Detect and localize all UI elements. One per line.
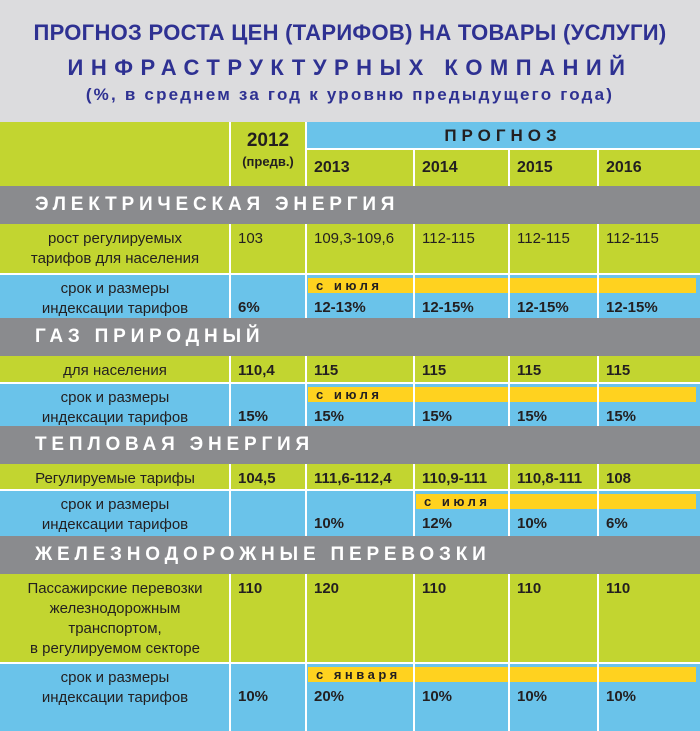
row-divider [0,273,700,275]
column-divider [508,356,510,426]
row-label-line: в регулируемом секторе [30,640,200,657]
indexation-date-bar: с июля [308,278,696,293]
row-divider [0,382,700,384]
row-label-line: срок и размеры [60,669,170,686]
column-divider [413,224,415,318]
column-divider [413,149,415,186]
value-cell: 15% [509,383,598,426]
header-year-2016: 2016 [598,149,700,186]
row-label-line: Пассажирские перевозки [27,580,203,597]
value-cell: 110,4 [230,356,306,383]
column-divider [305,574,307,731]
column-divider [597,464,599,536]
value-cell: 15% [598,383,700,426]
column-divider [597,356,599,426]
row-label [0,574,230,663]
value-cell: 12-15% [509,274,598,318]
value-cell [230,490,306,536]
row-label [0,224,230,274]
value-cell: 111,6-112,4 [306,464,414,490]
section-header: ТЕПЛОВАЯ ЭНЕРГИЯ [0,426,700,464]
row-label-line: индексации тарифов [41,300,189,317]
header-year-2015: 2015 [509,149,598,186]
value-cell: 10% [509,490,598,536]
column-divider [305,122,307,186]
column-divider [413,356,415,426]
row-label [0,356,230,383]
value-cell: 115 [509,356,598,383]
value-cell: 10% [230,663,306,731]
row-label-line: Регулируемые тарифы [35,470,195,487]
column-divider [597,224,599,318]
value-cell: 15% [306,383,414,426]
indexation-date-bar: с июля [416,494,696,509]
value-cell: 10% [598,663,700,731]
value-cell: 6% [230,274,306,318]
row-divider [0,489,700,491]
row-label-line: для населения [63,362,167,379]
year-2012-note: (предв.) [242,154,294,169]
row-label-line: транспортом, [68,620,162,637]
value-cell: 110 [230,574,306,663]
column-divider [305,464,307,536]
column-divider [413,464,415,536]
value-cell: 10% [306,490,414,536]
value-cell: 12-13% [306,274,414,318]
header-forecast: ПРОГНОЗ [306,122,700,149]
header-year-2014: 2014 [414,149,509,186]
column-divider [229,356,231,426]
title-line-3: (%, в среднем за год к уровню предыдущего года) [85,85,615,104]
column-divider [508,149,510,186]
row-divider [306,148,700,150]
column-divider [508,224,510,318]
value-cell: 15% [414,383,509,426]
header-label-cell [0,122,230,186]
column-divider [413,574,415,731]
value-cell: 12-15% [598,274,700,318]
indexation-date-bar: с января [308,667,696,682]
column-divider [597,574,599,731]
column-divider [229,464,231,536]
value-cell: 12% [414,490,509,536]
value-cell: 108 [598,464,700,490]
row-label-line: индексации тарифов [41,409,189,426]
column-divider [229,224,231,318]
header-year-2012 [230,122,306,186]
value-cell: 20% [306,663,414,731]
row-label-line: срок и размеры [60,496,170,513]
value-cell: 110,8-111 [509,464,598,490]
title-line-1: ПРОГНОЗ РОСТА ЦЕН (ТАРИФОВ) НА ТОВАРЫ (УСЛУГИ) [33,20,667,45]
column-divider [305,224,307,318]
row-label-line: индексации тарифов [41,516,189,533]
value-cell: 10% [509,663,598,731]
value-cell: 112-115 [414,224,509,274]
value-cell: 104,5 [230,464,306,490]
value-cell: 112-115 [509,224,598,274]
value-cell: 6% [598,490,700,536]
row-label-line: железнодорожным [49,600,181,617]
value-cell: 103 [230,224,306,274]
section-header: ЭЛЕКТРИЧЕСКАЯ ЭНЕРГИЯ [0,186,700,224]
header-year-2013: 2013 [306,149,414,186]
row-label [0,490,230,536]
year-2012: 2012 [246,130,290,151]
value-cell: 115 [414,356,509,383]
column-divider [305,356,307,426]
value-cell: 110 [509,574,598,663]
row-label [0,464,230,490]
value-cell: 112-115 [598,224,700,274]
title-line-2: ИНФРАСТРУКТУРНЫХ КОМПАНИЙ [67,55,633,80]
value-cell: 15% [230,383,306,426]
value-cell: 115 [306,356,414,383]
column-divider [508,464,510,536]
column-divider [229,574,231,731]
column-divider [597,149,599,186]
row-label [0,274,230,318]
row-label-line: индексации тарифов [41,689,189,706]
value-cell: 10% [414,663,509,731]
row-label [0,663,230,731]
row-label-line: рост регулируемых [47,230,183,247]
section-header: ЖЕЛЕЗНОДОРОЖНЫЕ ПЕРЕВОЗКИ [0,536,700,574]
value-cell: 120 [306,574,414,663]
row-label-line: тарифов для населения [30,250,200,267]
column-divider [229,122,231,186]
value-cell: 115 [598,356,700,383]
row-label-line: срок и размеры [60,389,170,406]
row-label-line: срок и размеры [60,280,170,297]
indexation-date-bar: с июля [308,387,696,402]
section-header: ГАЗ ПРИРОДНЫЙ [0,318,700,356]
value-cell: 110 [414,574,509,663]
value-cell: 110,9-111 [414,464,509,490]
row-divider [0,662,700,664]
row-label [0,383,230,426]
value-cell: 12-15% [414,274,509,318]
column-divider [508,574,510,731]
value-cell: 109,3-109,6 [306,224,414,274]
value-cell: 110 [598,574,700,663]
